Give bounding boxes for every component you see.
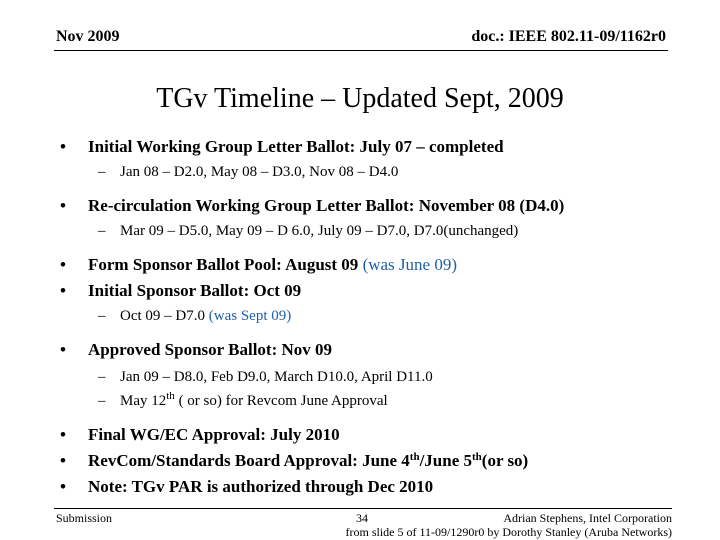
bullet-final-wg-ec-approval: [60, 422, 700, 448]
bullet-initial-sponsor-ballot: [60, 278, 700, 304]
footer-source-line: from slide 5 of 11-09/1290r0 by Dorothy Stanley (Aruba Networks): [345, 525, 672, 539]
bullet-marker: •: [60, 196, 66, 215]
sub-bullet-text-start: May 12: [120, 393, 167, 409]
sub-bullet-revcom-approval: [60, 389, 700, 413]
bullet-text: Initial Working Group Letter Ballot: July 07 – completed: [88, 137, 504, 156]
dash-marker: –: [98, 223, 106, 239]
bullet-marker: •: [60, 425, 66, 444]
sub-bullet-note: (was Sept 09): [208, 308, 292, 324]
sub-bullet-text: Jan 09 – D8.0, Feb D9.0, March D10.0, April D11.0: [120, 369, 433, 385]
sub-bullet-text-end: ( or so) for Revcom June Approval: [174, 393, 388, 409]
bullet-text-start: RevCom/Standards Board Approval: June 4: [88, 451, 410, 470]
dash-marker: –: [98, 308, 106, 324]
bullet-text-end: (or so): [481, 451, 529, 470]
footer-author-line: Adrian Stephens, Intel Corporation: [503, 511, 672, 525]
header-date: Nov 2009: [56, 28, 120, 45]
bullet-marker: •: [60, 255, 66, 274]
bullet-par-note: [60, 474, 700, 500]
bullet-recirculation-ballot: [60, 193, 700, 219]
sub-bullet-drafts-2008: [60, 160, 700, 184]
footer-submission: Submission: [56, 511, 113, 525]
sub-bullet-text: Oct 09 – D7.0: [120, 308, 209, 324]
bullet-marker: •: [60, 340, 66, 359]
bullet-text-middle: /June 5: [419, 451, 473, 470]
bullet-text: Final WG/EC Approval: July 2010: [88, 425, 340, 444]
bullet-marker: •: [60, 137, 66, 156]
superscript: th: [472, 451, 482, 463]
bullet-text: Form Sponsor Ballot Pool: August 09: [88, 255, 363, 274]
page-number: 34: [356, 511, 368, 525]
bullet-marker: •: [60, 451, 66, 470]
bullet-text: Note: TGv PAR is authorized through Dec 2010: [88, 477, 434, 496]
bullet-text: Initial Sponsor Ballot: Oct 09: [88, 281, 302, 300]
bullet-approved-sponsor-ballot: [60, 337, 700, 363]
bullet-text: Re-circulation Working Group Letter Ballot: November 08 (D4.0): [88, 196, 565, 215]
bullet-marker: •: [60, 281, 66, 300]
sub-bullet-oct-draft: [60, 304, 700, 328]
bullet-text: Approved Sponsor Ballot: Nov 09: [88, 340, 333, 359]
sub-bullet-draft-schedule: [60, 365, 700, 389]
slide-title: TGv Timeline – Updated Sept, 2009: [156, 83, 564, 114]
dash-marker: –: [98, 393, 106, 409]
footer-author: [346, 511, 673, 539]
bullet-note: (was June 09): [362, 255, 457, 274]
superscript: th: [409, 451, 420, 463]
slide-body: [60, 134, 700, 500]
dash-marker: –: [98, 164, 106, 180]
bullet-marker: •: [60, 477, 66, 496]
bullet-sponsor-pool: [60, 252, 700, 278]
header-divider: [54, 50, 668, 51]
dash-marker: –: [98, 369, 106, 385]
bullet-initial-wg-ballot: [60, 134, 700, 160]
sub-bullet-text: Mar 09 – D5.0, May 09 – D 6.0, July 09 – D7.0, D7.0(unchanged): [120, 223, 519, 239]
sub-bullet-drafts-2009: [60, 219, 700, 243]
footer-divider: [54, 508, 672, 509]
sub-bullet-text: Jan 08 – D2.0, May 08 – D3.0, Nov 08 – D4.0: [120, 164, 399, 180]
bullet-revcom-board-approval: [60, 448, 700, 474]
superscript: th: [166, 390, 175, 402]
header-doc-number: doc.: IEEE 802.11-09/1162r0: [471, 28, 666, 45]
